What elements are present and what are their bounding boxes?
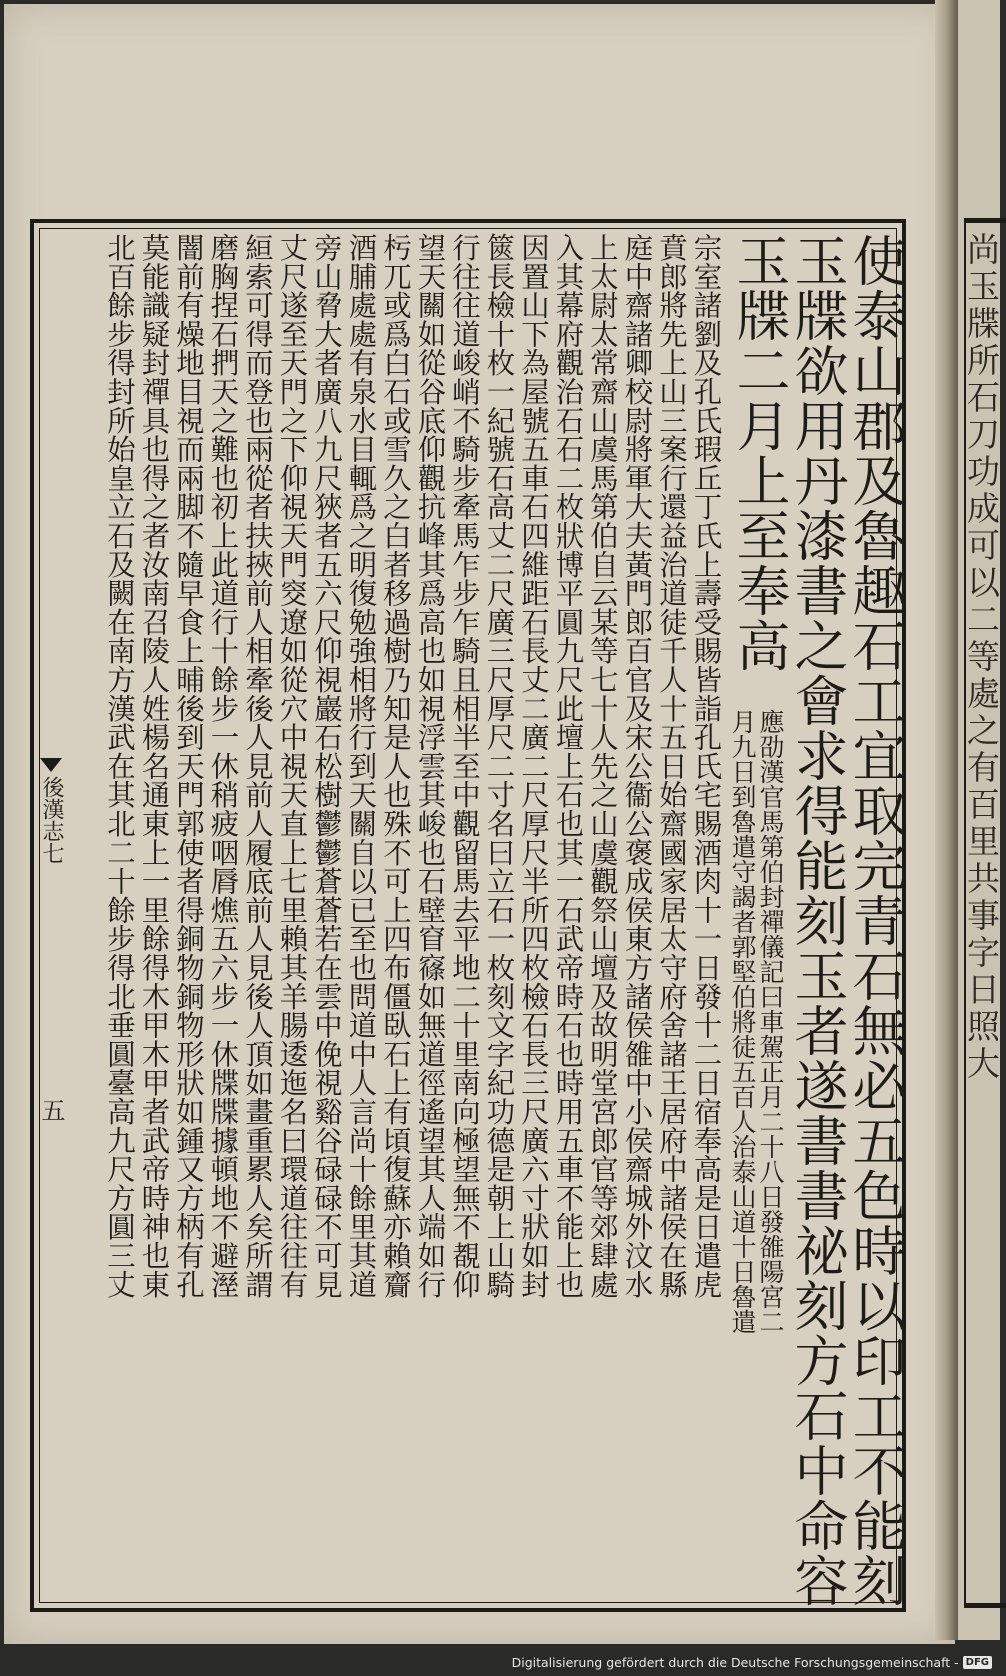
- small-text-column-11: 酒脯處處有泉水目輒爲之明復勉強相將行到天關自以已至也問道中人言尚十餘里其道: [344, 233, 378, 1299]
- small-text-column-2: 賁郎將先上山三案行還益治道徒千人十五日始齋國家居太守府舍諸王居府中諸侯在縣: [655, 233, 688, 1299]
- small-text-column-18: 北百餘步得封所始皇立石及闕在南方漢武在其北二十餘步得北垂圓臺高九尺方圓三丈: [103, 233, 136, 1299]
- small-text-column-5: 入其幕府觀治石石二枚狀博平圓九尺此壇上石也其一石武帝時石也時用五車不能上也: [551, 233, 585, 1299]
- small-text-column-13: 丈尺遂至天門之下仰視天門窔遼如從穴中視天直上七里賴其羊腸逶迤名曰環道往往有: [275, 233, 309, 1299]
- small-text-column-14: 絙索可得而登也兩從者扶挾前人相牽後人見前人履底前人見後人頂如畫重累人矣所謂: [241, 233, 274, 1299]
- small-text-column-9: 望天關如從谷底仰觀抗峰其爲高也如視浮雲其峻也石壁窅窱如無道徑遙望其人端如行: [413, 233, 447, 1299]
- small-text-column-10: 杇兀或爲白石或雪久之白者移過樹乃知是人也殊不可上四布僵臥石上有頃復蘇亦賴齎: [379, 233, 412, 1299]
- dfg-logo: DFG: [963, 1656, 992, 1669]
- main-text-column-1: 使泰山郡及魯趣石工宜取完青石無必五色時以印工不能刻: [844, 233, 907, 1608]
- small-text-column-1: 宗室諸劉及孔氏瑕丘丁氏上壽受賜皆詣孔氏宅賜酒肉十一日發十二日宿奉高是日遣虎: [689, 233, 723, 1299]
- margin-title: 後漢志七: [39, 776, 64, 864]
- book-page: [4, 4, 955, 1644]
- small-text-column-8: 行往往道峻峭不騎步牽馬乍步乍騎且相半至中觀留馬去平地二十里南向極望無不覩仰: [448, 233, 481, 1299]
- commentary-column-a: 應劭漢官馬第伯封禪儀記曰車駕正月二十八日發雒陽宮二: [756, 709, 785, 1334]
- small-text-column-6: 因置山下為屋號五車石四維距石長丈二廣二尺厚尺半所四枚檢石長三尺廣六寸狀如封: [517, 233, 550, 1299]
- text-frame: [30, 219, 906, 1612]
- main-text-column-2: 玉牒欲用丹漆書之會求得能刻玉者遂書書祕刻方石中命容: [786, 233, 849, 1608]
- folio-number: 五: [37, 1098, 65, 1122]
- small-text-column-7: 篋長檢十枚一紀號石高丈二尺廣三尺厚尺二寸名曰立石一枚刻文字紀功德是朝上山騎: [482, 233, 516, 1299]
- small-text-column-15: 磨胸捏石捫天之難也初上此道行十餘步一休稍疲咽脣燋五六步一休牒牒據頓地不避溼: [206, 233, 240, 1299]
- fishtail-mark: [40, 758, 62, 772]
- small-text-column-4: 上太尉太常齋山虞馬第伯自云某等七十人先之山虞觀祭山壇及故明堂宮郎官等郊肆處: [586, 233, 619, 1299]
- small-text-column-12: 旁山脅大者廣八九尺狹者五六尺仰視巖石松樹鬱鬱蒼蒼若在雲中俛視谿谷碌碌不可見: [310, 233, 343, 1299]
- next-page-text: 尚玉牒所石刀功成可以二等處之有百里共事字日照大: [962, 232, 1001, 1083]
- commentary-column-b: 月九日到魯遣守謁者郭堅伯將徒五百人治泰山道十日魯遣: [728, 709, 757, 1334]
- margin-label: [38, 758, 64, 1618]
- small-text-column-17: 莫能識疑封禪具也得之者汝南召陵人姓楊名通東上一里餘得木甲木甲者武帝時神也東: [137, 233, 171, 1299]
- footer-credit: Digitalisierung gefördert durch die Deutsche Forschungsgemeinschaft -: [511, 1654, 959, 1670]
- small-text-column-3: 庭中齋諸卿校尉將軍大夫黃門郎百官及宋公衞公褒成侯東方諸侯雒中小侯齋城外汶水: [620, 233, 654, 1299]
- digitization-footer: [0, 1648, 1000, 1676]
- main-text-column-3: 玉牒二月上至奉高: [728, 233, 791, 673]
- small-text-column-16: 闇前有燥地目視而兩脚不隨早食上晡後到天門郭使者得銅物銅物形狀如鍾又方柄有孔: [172, 233, 205, 1299]
- next-page-edge: [958, 0, 1000, 1640]
